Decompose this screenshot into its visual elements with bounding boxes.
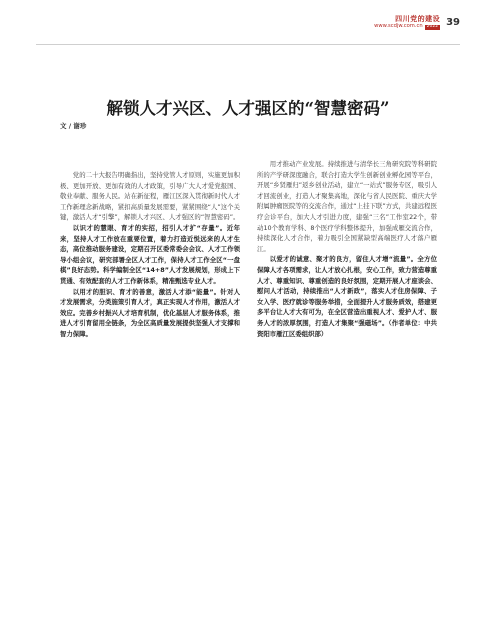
- issue-tag: 2022: [426, 23, 439, 29]
- paragraph: 用才推动产业发展。持续推进与清华长三角研究院等科研院所的产学研深度融合，联合打造大学生创新创业孵化园等平台，开展“乡贤雁归”返乡创业活动，建立“一站式”服务专区，吸引人才回流创业，打造人才聚集高地，深化与省人民医院、重庆大学附属肿瘤医院等的交流合作，通过“上挂下联”方式，共建远程医疗会诊平台，加大人才引进力度，建强“三名”工作室22个，带动10个教育学科、8个医疗学科整体提升，加强成雁交流合作，持续深化人才合作，着力吸引全国紧缺型高端医疗人才落户雁江。: [257, 160, 437, 253]
- right-column: [257, 159, 437, 591]
- article-title: 解锁人才兴区、人才强区的“智慧密码”: [106, 99, 390, 118]
- left-column: [60, 170, 240, 602]
- paragraph: 以识才的慧眼、育才的实招，招引人才扩“存量”。近年来，坚持人才工作放在重要位置，着力打造近悦远来的人才生态，高位推动服务建设，定期召开区委常委会会议、人才工作领导小组会议，研究部署全区人才工作，保持人才工作全区“一盘棋”良好态势。科学编制全区“14+8”人才发展规划，形成上下贯通、有效配套的人才工作新体系，精准甄选专业人才。: [60, 223, 240, 285]
- magazine-url-text: www.scdjw.com.cn: [374, 22, 423, 29]
- page-header: [374, 16, 460, 30]
- paragraph: 以爱才的诚意、聚才的良方，留住人才增“流量”。全方位保障人才各项需求，让人才放心扎根，安心工作，致力营造尊重人才、尊重知识、尊重创造的良好氛围，定期开展人才座谈会、慰问人才活动，持续推出“人才新政”，落实人才住房保障、子女入学、医疗就诊等服务举措，全面提升人才服务质效，搭建更多平台让人才大有可为，在全区营造出重视人才、爱护人才、服务人才的浓厚氛围，打造人才集聚“强磁场”。（作者单位：中共资阳市雁江区委组织部）: [257, 255, 437, 338]
- page-number: 39: [446, 17, 460, 29]
- magazine-title: 四川党的建设: [395, 15, 441, 23]
- magazine-url: [374, 24, 440, 30]
- header-rule: [36, 44, 460, 45]
- paragraph: 以用才的胆识、育才的善意，激活人才添“能量”。针对人才发展需求，分类施策引育人才，真正实现人才作用，激活人才效应。完善乡村振兴人才培育机制，优化基层人才服务体系，推进人才引育留用全链条，为全区高质量发展提供坚强人才支撑和智力保障。: [60, 287, 240, 338]
- paragraph: 党的二十大报告明确指出，坚持党管人才原则，实施更加积极、更加开放、更加有效的人才政策，引导广大人才爱党报国、敬业奉献、服务人民。站在新征程，雁江区深入贯彻新时代人才工作新理念新战略，紧扣高质量发展需要，紧紧围绕“人”这个关键，激活人才“引擎”，解锁人才兴区、人才强区的“智慧密码”。: [60, 171, 240, 222]
- magazine-masthead: [374, 16, 440, 30]
- article-author: 文 / 谢珍: [60, 122, 87, 130]
